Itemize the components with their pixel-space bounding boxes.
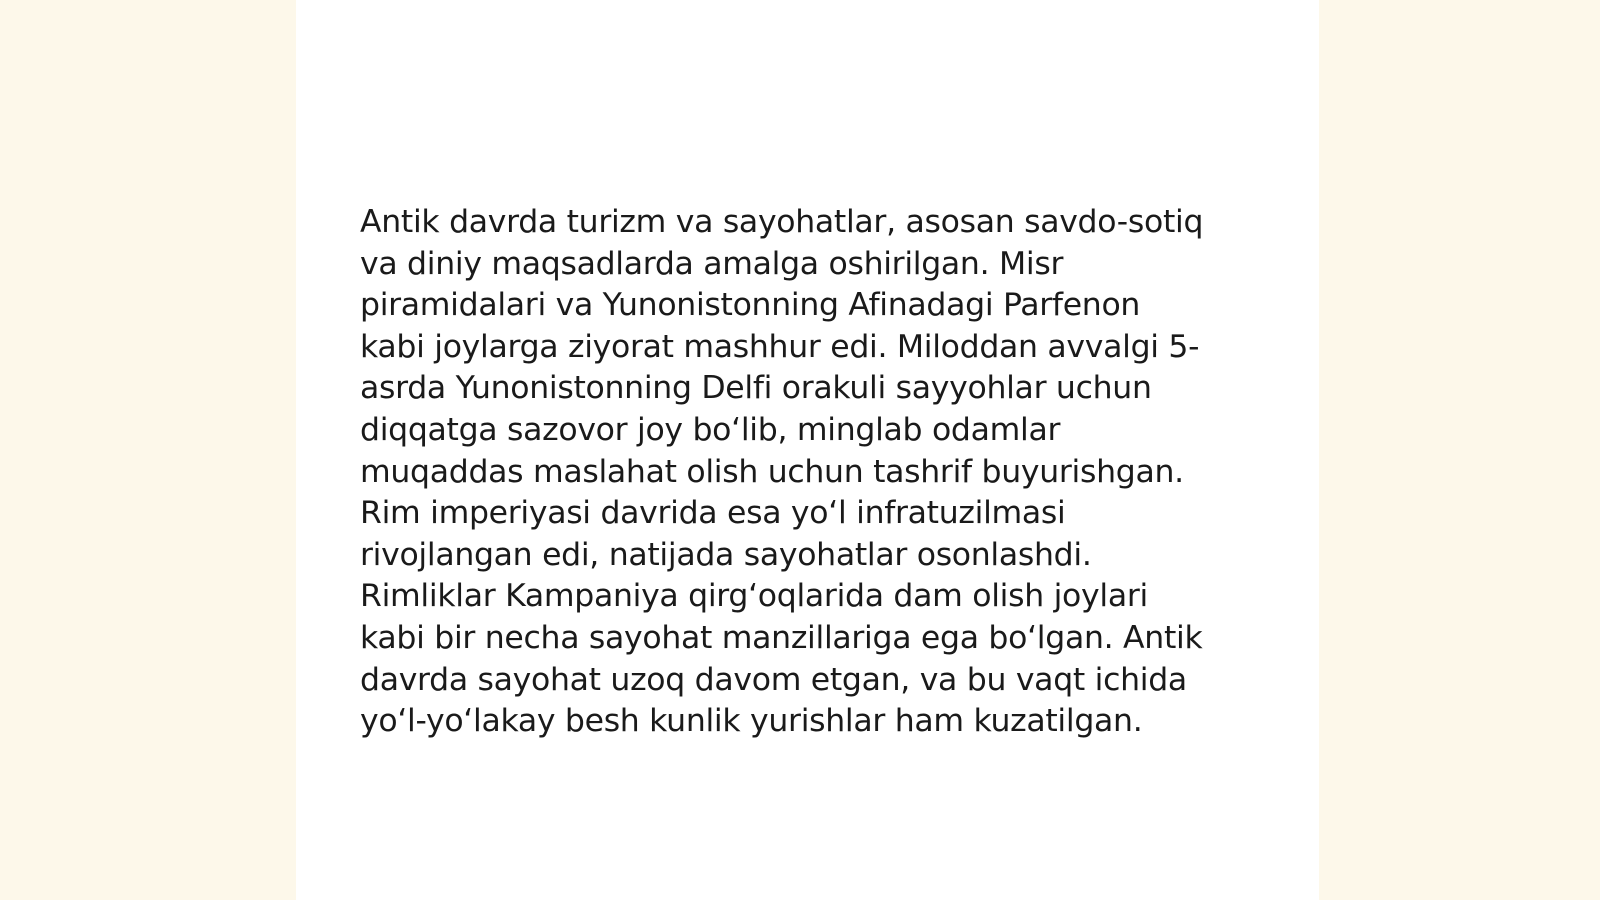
paragraph-line: davrda sayohat uzoq davom etgan, va bu vaqt ichida — [360, 661, 1187, 698]
paragraph-line: va diniy maqsadlarda amalga oshirilgan. Misr — [360, 245, 1064, 282]
paragraph-line: muqaddas maslahat olish uchun tashrif buyurishgan. — [360, 453, 1184, 490]
paragraph-line: kabi joylarga ziyorat mashhur edi. Miloddan avvalgi 5- — [360, 328, 1200, 365]
paragraph-line: piramidalari va Yunonistonning Afinadagi Parfenon — [360, 287, 1141, 324]
paragraph-line: rivojlangan edi, natijada sayohatlar osonlashdi. — [360, 536, 1092, 573]
body-paragraph — [360, 202, 1250, 743]
paragraph-line: kabi bir necha sayohat manzillariga ega bo‘lgan. Antik — [360, 619, 1203, 656]
paragraph-line: Rimliklar Kampaniya qirg‘oqlarida dam olish joylari — [360, 578, 1148, 615]
slide-page — [296, 0, 1319, 900]
paragraph-line: asrda Yunonistonning Delfi orakuli sayyohlar uchun — [360, 370, 1152, 407]
paragraph-line: yo‘l-yo‘lakay besh kunlik yurishlar ham kuzatilgan. — [360, 703, 1143, 740]
paragraph-line: Rim imperiyasi davrida esa yo‘l infratuzilmasi — [360, 495, 1066, 532]
paragraph-line: diqqatga sazovor joy bo‘lib, minglab odamlar — [360, 411, 1061, 448]
paragraph-line: Antik davrda turizm va sayohatlar, asosan savdo-sotiq — [360, 204, 1204, 240]
